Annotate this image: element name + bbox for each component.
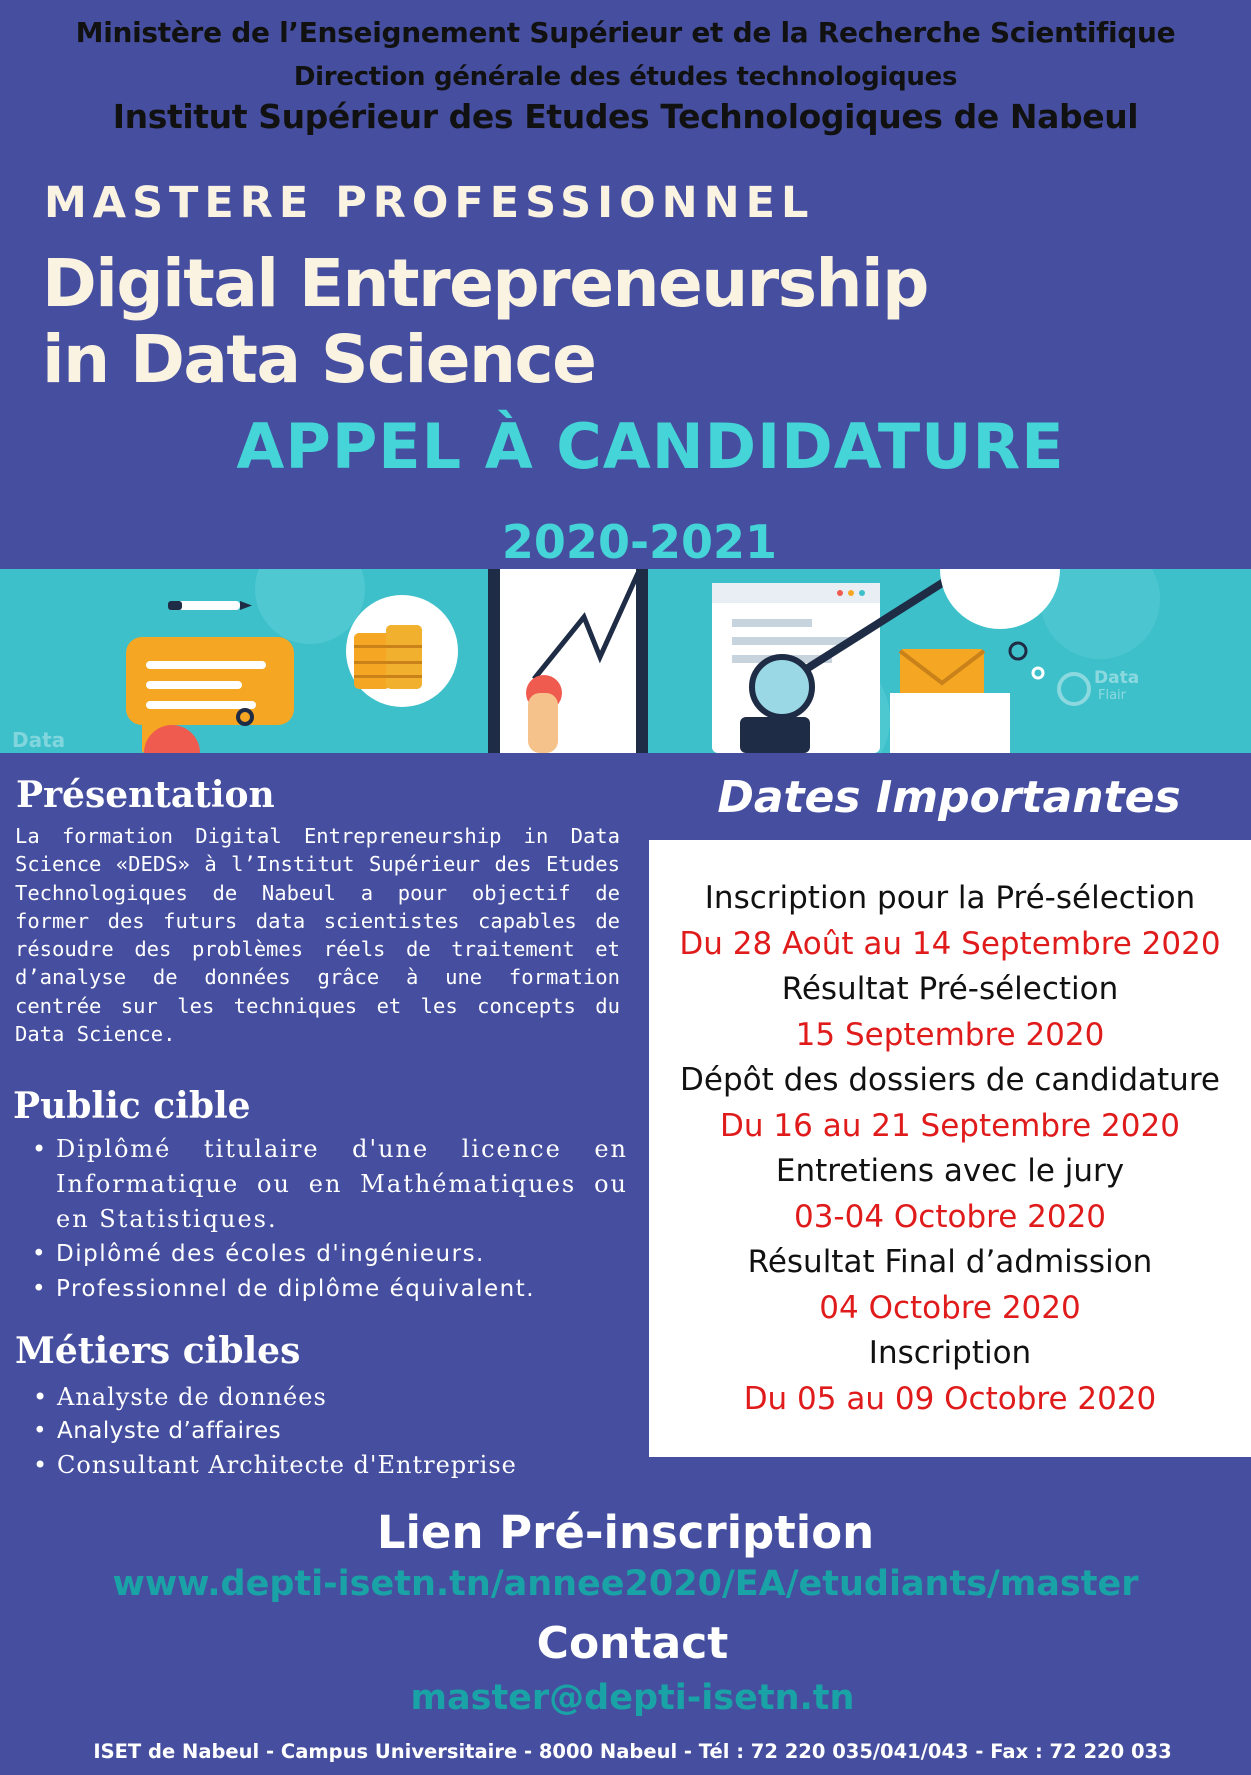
call-for-applications: APPEL À CANDIDATURE	[236, 410, 1065, 483]
program-title-line1: Digital Entrepreneurship	[42, 245, 928, 322]
preinscription-heading: Lien Pré-inscription	[376, 1506, 875, 1559]
dates-heading: Dates Importantes	[717, 772, 1181, 823]
preinscription-link[interactable]: www.depti-isetn.tn/annee2020/EA/etudiants/master	[112, 1564, 1139, 1604]
list-item: • Diplômé titulaire d'une licence en Informatique ou en Mathématiques ou en Statistiques.	[28, 1132, 628, 1237]
presentation-heading: Présentation	[16, 774, 275, 816]
list-item: • Diplômé des écoles d'ingénieurs.	[28, 1237, 628, 1272]
date-label: Dépôt des dossiers de candidature	[680, 1062, 1220, 1098]
watermark-text-flair: Flair	[1098, 688, 1127, 703]
date-value: 15 Septembre 2020	[795, 1016, 1105, 1053]
data-science-banner-illustration	[0, 569, 1251, 753]
program-title-line2: in Data Science	[42, 321, 596, 398]
date-label: Inscription	[868, 1335, 1032, 1371]
footer-address: ISET de Nabeul - Campus Universitaire - 8000 Nabeul - Tél : 72 220 035/041/043 - Fax : 72 220 033	[93, 1740, 1172, 1763]
list-item: • Analyste d’affaires	[29, 1414, 629, 1448]
watermark-text-data-left: Data	[12, 728, 66, 752]
ministry-line: Ministère de l’Enseignement Supérieur et de la Recherche Scientifique	[75, 16, 1176, 49]
coins-icon	[346, 595, 458, 707]
public-cible-heading: Public cible	[13, 1085, 251, 1127]
contact-email-link[interactable]: master@depti-isetn.tn	[410, 1678, 855, 1718]
list-item: • Consultant Architecte d'Entreprise	[29, 1448, 629, 1482]
program-title	[42, 246, 928, 398]
date-value: 04 Octobre 2020	[819, 1289, 1081, 1326]
line-chart-icon	[488, 569, 648, 753]
contact-heading: Contact	[536, 1618, 729, 1669]
dates-panel	[649, 840, 1251, 1457]
list-item: • Analyste de données	[29, 1380, 629, 1414]
date-value: Du 16 au 21 Septembre 2020	[720, 1107, 1180, 1144]
list-item: • Professionnel de diplôme équivalent.	[28, 1272, 628, 1307]
metiers-heading: Métiers cibles	[15, 1330, 301, 1372]
date-label: Entretiens avec le jury	[775, 1153, 1125, 1189]
metiers-list	[29, 1380, 629, 1482]
direction-line: Direction générale des études technologiques	[293, 62, 958, 92]
date-value: Du 28 Août au 14 Septembre 2020	[679, 925, 1221, 962]
program-type: MASTERE PROFESSIONNEL	[44, 178, 815, 228]
date-label: Résultat Final d’admission	[747, 1244, 1153, 1280]
date-label: Inscription pour la Pré-sélection	[704, 880, 1196, 916]
institute-line: Institut Supérieur des Etudes Technologiques de Nabeul	[112, 97, 1139, 136]
date-value: Du 05 au 09 Octobre 2020	[743, 1380, 1157, 1417]
public-cible-list	[28, 1132, 628, 1307]
academic-year: 2020-2021	[501, 515, 778, 569]
date-label: Résultat Pré-sélection	[781, 971, 1119, 1007]
date-value: 03-04 Octobre 2020	[793, 1198, 1107, 1235]
presentation-text: La formation Digital Entrepreneurship in Data Science «DEDS» à l’Institut Supérieur des Etudes Technologiques de Nabeul a pour objectif de former des futurs data scientistes capables de résoudre des problèmes réels de traitement et d’analyse de données grâce à une formation centrée sur les techniques et les concepts du Data Science.	[15, 824, 620, 1047]
watermark-text-data: Data	[1094, 668, 1140, 688]
